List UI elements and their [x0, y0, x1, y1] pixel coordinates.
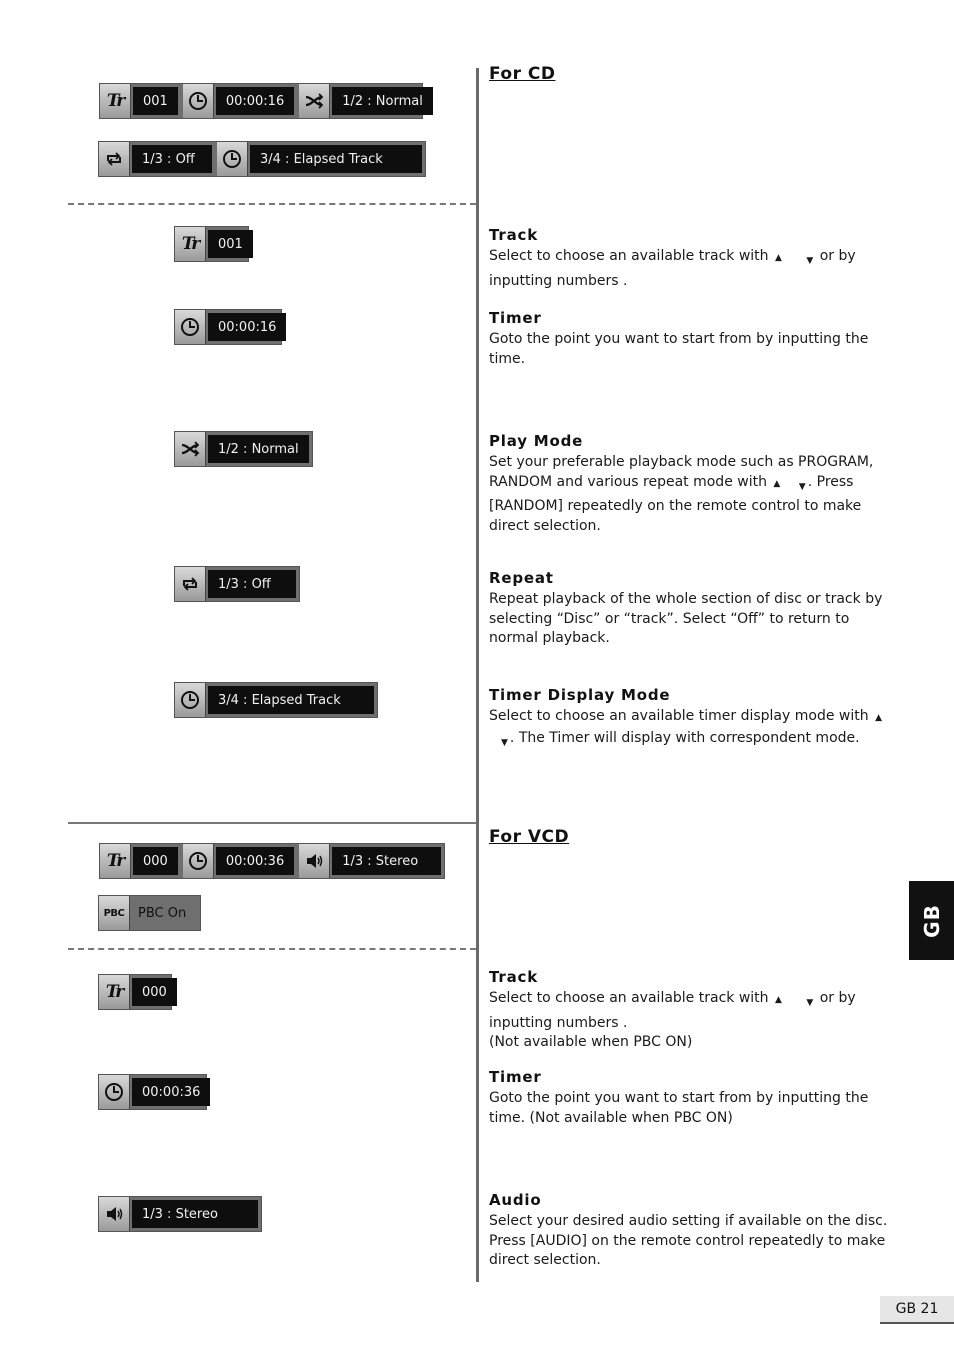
cd-heading: For CD — [489, 64, 556, 84]
repeat-icon — [175, 567, 206, 601]
cd-timer-osd — [174, 309, 282, 345]
vcd-section-rule — [68, 822, 476, 824]
language-side-tab — [909, 881, 954, 960]
vcd-osd-bar-top — [99, 843, 445, 879]
osd-value: 00:00:16 — [208, 313, 286, 341]
vcd-section-divider — [68, 948, 476, 950]
osd-audio-value: 1/3 : Stereo — [332, 847, 441, 875]
vcd-track-osd — [98, 974, 172, 1010]
cd-track-title: Track — [489, 226, 538, 244]
cd-repeat-osd — [174, 566, 300, 602]
text: (Not available when PBC ON) — [489, 1034, 693, 1050]
cd-section-divider — [68, 203, 476, 205]
clock-icon — [183, 844, 214, 878]
down-arrow-icon: ▼ — [806, 256, 814, 266]
osd-track-value: 001 — [133, 87, 178, 115]
osd-timer-value: 00:00:36 — [216, 847, 294, 875]
clock-icon — [183, 84, 214, 118]
text: or by inputting numbers . — [489, 990, 856, 1031]
text: Select to choose an available track with — [489, 248, 769, 264]
vcd-timer-osd — [98, 1074, 207, 1110]
up-arrow-icon: ▲ — [774, 253, 782, 263]
down-arrow-icon: ▼ — [798, 481, 806, 492]
cd-play-mode-text — [489, 453, 889, 536]
osd-value: 00:00:36 — [132, 1078, 210, 1106]
vcd-timer-title: Timer — [489, 1068, 542, 1086]
text: Set your preferable playback mode such as PROGRAM, RANDOM and various repeat mode with — [489, 454, 874, 490]
track-icon: Tr — [100, 844, 131, 878]
osd-timer-display-value: 3/4 : Elapsed Track — [250, 145, 422, 173]
shuffle-icon — [175, 432, 206, 466]
clock-icon — [175, 310, 206, 344]
cd-play-mode-osd — [174, 431, 313, 467]
cd-timer-display-text — [489, 707, 889, 753]
up-arrow-icon: ▲ — [773, 478, 781, 489]
vcd-audio-title: Audio — [489, 1191, 542, 1209]
vcd-track-title: Track — [489, 968, 538, 986]
page-number: GB 21 — [880, 1296, 954, 1324]
up-arrow-icon: ▲ — [875, 713, 882, 723]
osd-repeat-value: 1/3 : Off — [132, 145, 212, 173]
down-arrow-icon: ▼ — [806, 998, 814, 1008]
osd-value: 3/4 : Elapsed Track — [208, 686, 374, 714]
osd-value: 1/3 : Off — [208, 570, 296, 598]
cd-play-mode-title: Play Mode — [489, 432, 584, 450]
column-divider — [476, 68, 479, 1282]
repeat-icon — [99, 142, 130, 176]
track-icon: Tr — [175, 227, 206, 261]
cd-track-text — [489, 247, 889, 291]
osd-track-value: 000 — [133, 847, 178, 875]
osd-value: 000 — [132, 978, 177, 1006]
vcd-heading: For VCD — [489, 827, 570, 847]
down-arrow-icon: ▼ — [501, 737, 508, 748]
shuffle-icon — [299, 84, 330, 118]
track-icon: Tr — [100, 84, 131, 118]
clock-icon — [99, 1075, 130, 1109]
pbc-icon: PBC — [99, 896, 130, 930]
text: Select to choose an available timer display mode with — [489, 708, 869, 724]
osd-play-mode-value: 1/2 : Normal — [332, 87, 433, 115]
cd-repeat-title: Repeat — [489, 569, 554, 587]
osd-value: 001 — [208, 230, 253, 258]
osd-value: 1/2 : Normal — [208, 435, 309, 463]
speaker-icon — [299, 844, 330, 878]
cd-track-osd — [174, 226, 249, 262]
vcd-pbc-osd — [98, 895, 201, 931]
cd-timer-title: Timer — [489, 309, 542, 327]
cd-timer-display-title: Timer Display Mode — [489, 686, 671, 704]
clock-icon — [175, 683, 206, 717]
clock-icon — [217, 142, 248, 176]
vcd-timer-text: Goto the point you want to start from by inputting the time. (Not available when PBC ON) — [489, 1090, 869, 1126]
up-arrow-icon: ▲ — [774, 995, 782, 1005]
cd-osd-bar-bottom — [98, 141, 426, 177]
vcd-audio-text: Select your desired audio setting if available on the disc. Press [AUDIO] on the remote control repeatedly to make direct selection. — [489, 1213, 888, 1268]
osd-pbc-value: PBC On — [138, 905, 187, 921]
speaker-icon — [99, 1197, 130, 1231]
cd-timer-display-osd — [174, 682, 378, 718]
text: or by inputting numbers . — [489, 248, 856, 289]
osd-timer-value: 00:00:16 — [216, 87, 294, 115]
text: . The Timer will display with correspondent mode. — [509, 729, 860, 746]
track-icon: Tr — [99, 975, 130, 1009]
osd-value: 1/3 : Stereo — [132, 1200, 258, 1228]
text: Select to choose an available track with — [489, 990, 769, 1006]
vcd-track-text — [489, 989, 889, 1053]
cd-osd-bar-top — [99, 83, 423, 119]
side-tab-label: GB — [919, 903, 944, 938]
text: . Press [RANDOM] repeatedly on the remote control to make direct selection. — [489, 473, 862, 534]
cd-timer-text: Goto the point you want to start from by inputting the time. — [489, 331, 869, 367]
vcd-audio-osd — [98, 1196, 262, 1232]
cd-repeat-text: Repeat playback of the whole section of disc or track by selecting “Disc” or “track”. Select “Off” to return to normal playback. — [489, 591, 883, 646]
